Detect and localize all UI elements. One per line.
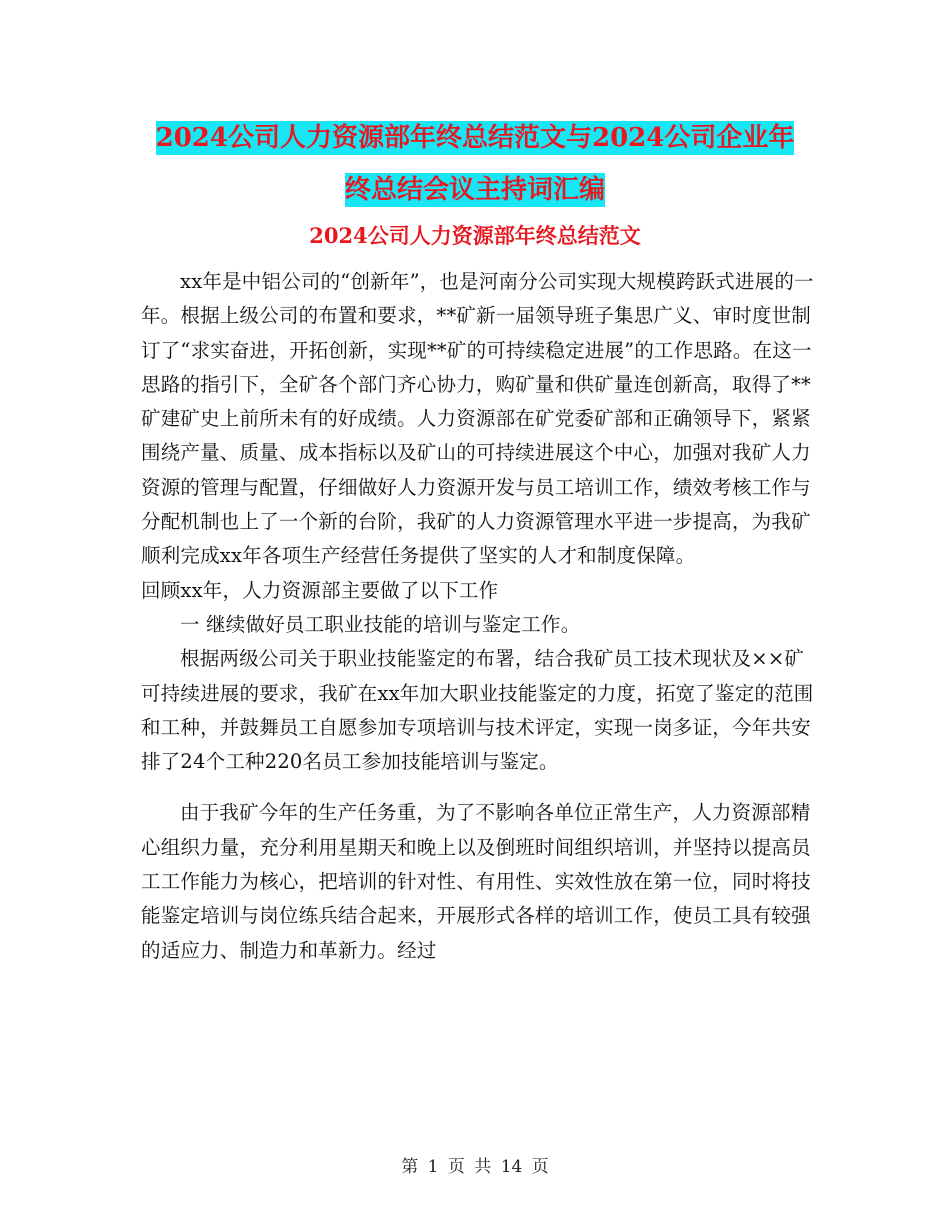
page-number-footer: 第 1 页 共 14 页 bbox=[401, 1157, 549, 1177]
document-title-line2: 终总结会议主持词汇编 bbox=[344, 175, 605, 205]
document-title-line1: 2024公司人力资源部年终总结范文与2024公司企业年 bbox=[155, 123, 795, 153]
document-body bbox=[141, 265, 816, 968]
paragraph-review: 回顾xx年，人力资源部主要做了以下工作 bbox=[141, 578, 499, 602]
document-title bbox=[140, 112, 810, 216]
section-title: 2024公司人力资源部年终总结范文 bbox=[309, 223, 641, 248]
section-item-heading: 一 继续做好员工职业技能的培训与鉴定工作。 bbox=[180, 612, 581, 636]
paragraph-training: 由于我矿今年的生产任务重，为了不影响各单位正常生产，人力资源部精心组织力量，充分利用星期天和晚上以及倒班时间组织培训，并坚持以提高员工工作能力为核心，把培训的针对性、有用性、实效性放在第一位，同时将技能鉴定培训与岗位练兵结合起来，开展形式各样的培训工作，使员工具有较强的适应力、制造力和革新力。经过 bbox=[141, 801, 811, 962]
paragraph-skills: 根据两级公司关于职业技能鉴定的布署，结合我矿员工技术现状及××矿可持续进展的要求，我矿在xx年加大职业技能鉴定的力度，拓宽了鉴定的范围和工种，并鼓舞员工自愿参加专项培训与技术评定，实现一岗多证，今年共安排了24个工种220名员工参加技能培训与鉴定。 bbox=[141, 647, 814, 774]
paragraph-intro: xx年是中铝公司的“创新年”，也是河南分公司实现大规模跨跃式进展的一年。根据上级公司的布置和要求，**矿新一届领导班子集思广义、审时度世制订了“求实奋进，开拓创新，实现**矿的可持续稳定进展”的工作思路。在这一思路的指引下，全矿各个部门齐心协力，购矿量和供矿量连创新高，取得了**矿建矿史上前所未有的好成绩。人力资源部在矿党委矿部和正确领导下，紧紧围绕产量、质量、成本指标以及矿山的可持续进展这个中心，加强对我矿人力资源的管理与配置，仔细做好人力资源开发与员工培训工作，绩效考核工作与分配机制也上了一个新的台阶，我矿的人力资源管理水平进一步提高，为我矿顺利完成xx年各项生产经营任务提供了坚实的人才和制度保障。 bbox=[141, 270, 814, 568]
